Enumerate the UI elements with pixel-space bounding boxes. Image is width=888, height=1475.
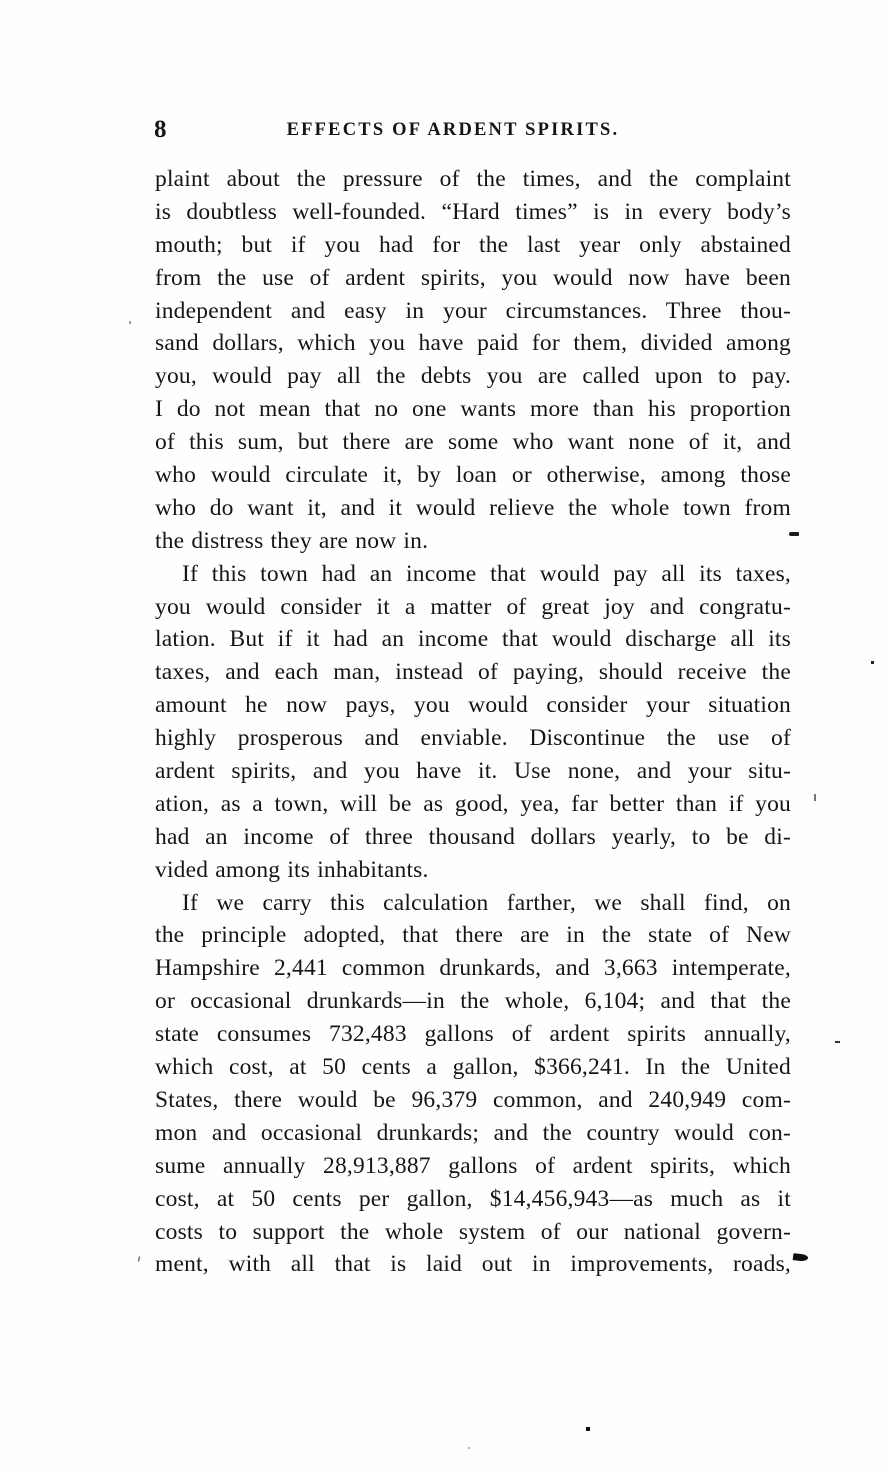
text-line: which cost, at 50 cents a gallon, $366,241. In the United xyxy=(155,1054,791,1081)
text-line: who do want it, and it would relieve the whole town from xyxy=(155,494,791,521)
text-line: lation. But if it had an income that would discharge all its xyxy=(155,626,791,653)
text-line: If this town had an income that would pay all its taxes, xyxy=(182,560,791,587)
ink-speck xyxy=(586,1427,590,1431)
text-line: you, would pay all the debts you are called upon to pay. xyxy=(155,363,791,390)
body-text-block xyxy=(155,163,791,1281)
page-number: 8 xyxy=(154,116,167,143)
ink-speck xyxy=(789,532,799,536)
text-line: mon and occasional drunkards; and the country would con- xyxy=(155,1119,791,1146)
text-line: independent and easy in your circumstances. Three thou- xyxy=(155,297,791,324)
text-line: or occasional drunkards—in the whole, 6,104; and that the xyxy=(155,988,791,1015)
text-line: If we carry this calculation farther, we shall find, on xyxy=(182,889,791,916)
ink-speck xyxy=(137,1256,140,1262)
ink-speck xyxy=(814,794,816,801)
text-line: Hampshire 2,441 common drunkards, and 3,663 intemperate, xyxy=(155,955,791,982)
text-line: States, there would be 96,379 common, and 240,949 com- xyxy=(155,1086,791,1113)
text-line: state consumes 732,483 gallons of ardent spirits annually, xyxy=(155,1021,791,1048)
text-line: costs to support the whole system of our national govern- xyxy=(155,1218,791,1245)
text-line: ment, with all that is laid out in improvements, roads, xyxy=(155,1251,791,1278)
text-line: amount he now pays, you would consider your situation xyxy=(155,692,791,719)
ink-speck xyxy=(468,1447,470,1449)
text-line: sand dollars, which you have paid for them, divided among xyxy=(155,330,791,357)
text-line: highly prosperous and enviable. Discontinue the use of xyxy=(155,725,791,752)
text-line: you would consider it a matter of great joy and congratu- xyxy=(155,593,791,620)
text-line: the distress they are now in. xyxy=(155,527,429,554)
text-line: who would circulate it, by loan or otherwise, among those xyxy=(155,462,791,489)
text-line: cost, at 50 cents per gallon, $14,456,943—as much as it xyxy=(155,1185,791,1212)
text-line: ation, as a town, will be as good, yea, far better than if you xyxy=(155,790,791,817)
text-line: vided among its inhabitants. xyxy=(155,856,429,883)
ink-speck xyxy=(871,661,874,664)
running-header: EFFECTS OF ARDENT SPIRITS. xyxy=(286,120,620,140)
text-line: ardent spirits, and you have it. Use none, and your situ- xyxy=(155,758,791,785)
ink-speck xyxy=(835,1041,840,1043)
text-line: taxes, and each man, instead of paying, should receive the xyxy=(155,659,791,686)
ink-speck xyxy=(793,1253,809,1262)
text-line: sume annually 28,913,887 gallons of ardent spirits, which xyxy=(155,1152,791,1179)
text-line: mouth; but if you had for the last year only abstained xyxy=(155,231,791,258)
text-line: is doubtless well-founded. “Hard times” is in every body’s xyxy=(155,198,791,225)
text-line: plaint about the pressure of the times, and the complaint xyxy=(155,166,791,192)
text-line: I do not mean that no one wants more than his proportion xyxy=(155,396,791,423)
text-line: of this sum, but there are some who want none of it, and xyxy=(155,429,791,456)
text-line: from the use of ardent spirits, you would now have been xyxy=(155,264,791,291)
text-line: the principle adopted, that there are in the state of New xyxy=(155,922,791,949)
text-line: had an income of three thousand dollars yearly, to be di- xyxy=(155,823,791,850)
ink-speck xyxy=(129,321,131,324)
